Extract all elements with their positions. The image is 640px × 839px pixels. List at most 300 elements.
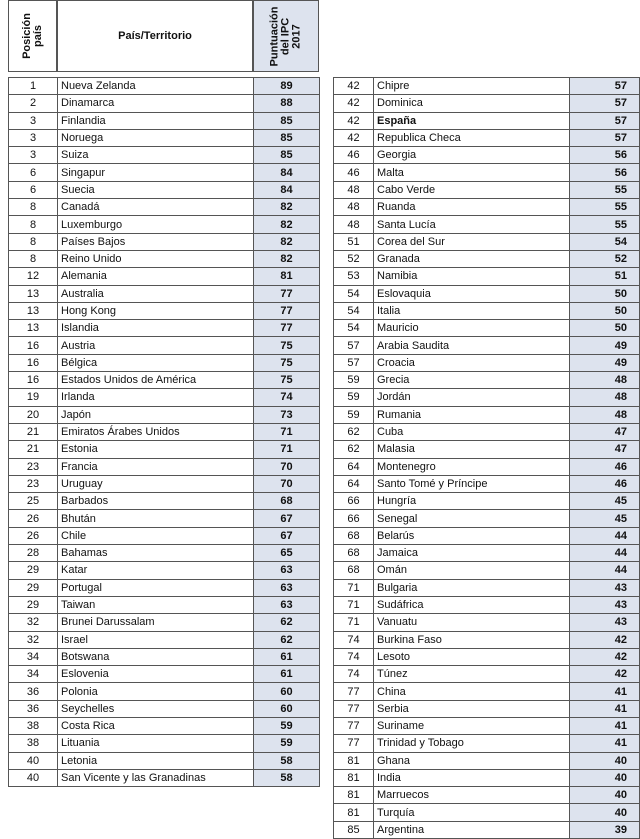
country-cell: Barbados	[58, 493, 254, 510]
country-cell: Bulgaria	[374, 579, 570, 596]
country-cell: Santa Lucía	[374, 216, 570, 233]
table-row	[9, 562, 320, 579]
country-cell: Belarús	[374, 527, 570, 544]
score-cell: 42	[570, 648, 640, 665]
country-cell: Suecia	[58, 181, 254, 198]
rank-cell: 25	[9, 493, 58, 510]
rank-cell: 12	[9, 268, 58, 285]
rank-cell: 36	[9, 700, 58, 717]
country-cell: Georgia	[374, 147, 570, 164]
table-row	[334, 614, 640, 631]
table-row	[334, 717, 640, 734]
table-row	[334, 700, 640, 717]
header-country-label: País/Territorio	[118, 30, 192, 42]
table-row	[334, 562, 640, 579]
score-cell: 55	[570, 216, 640, 233]
rank-cell: 53	[334, 268, 374, 285]
table-row	[334, 199, 640, 216]
score-cell: 70	[254, 475, 320, 492]
country-cell: Senegal	[374, 510, 570, 527]
rank-cell: 40	[9, 769, 58, 786]
country-cell: Francia	[58, 458, 254, 475]
rank-cell: 59	[334, 389, 374, 406]
score-cell: 57	[570, 95, 640, 112]
table-row	[334, 804, 640, 821]
country-cell: Arabia Saudita	[374, 337, 570, 354]
score-cell: 47	[570, 441, 640, 458]
rank-cell: 26	[9, 510, 58, 527]
rank-cell: 68	[334, 545, 374, 562]
rank-cell: 64	[334, 475, 374, 492]
country-cell: Cabo Verde	[374, 181, 570, 198]
country-cell: Corea del Sur	[374, 233, 570, 250]
table-row	[9, 372, 320, 389]
country-cell: Montenegro	[374, 458, 570, 475]
country-cell: Dominica	[374, 95, 570, 112]
score-cell: 46	[570, 458, 640, 475]
rank-cell: 54	[334, 320, 374, 337]
table-row	[9, 302, 320, 319]
rank-cell: 62	[334, 441, 374, 458]
table-row	[9, 579, 320, 596]
table-row	[9, 510, 320, 527]
rank-cell: 8	[9, 233, 58, 250]
table-row	[334, 787, 640, 804]
country-cell: Turquía	[374, 804, 570, 821]
score-cell: 75	[254, 372, 320, 389]
ranking-table-left	[8, 77, 320, 787]
country-cell: Finlandia	[58, 112, 254, 129]
score-cell: 47	[570, 423, 640, 440]
score-cell: 89	[254, 78, 320, 95]
score-cell: 81	[254, 268, 320, 285]
table-row	[9, 78, 320, 95]
score-cell: 58	[254, 752, 320, 769]
table-row	[9, 147, 320, 164]
table-row	[9, 233, 320, 250]
score-cell: 82	[254, 199, 320, 216]
score-cell: 59	[254, 735, 320, 752]
country-cell: Rumania	[374, 406, 570, 423]
rank-cell: 42	[334, 78, 374, 95]
table-row	[334, 458, 640, 475]
country-cell: Jordán	[374, 389, 570, 406]
country-cell: Bhután	[58, 510, 254, 527]
table-row	[334, 129, 640, 146]
score-cell: 46	[570, 475, 640, 492]
rank-cell: 8	[9, 199, 58, 216]
score-cell: 63	[254, 596, 320, 613]
table-row	[334, 372, 640, 389]
rank-cell: 42	[334, 95, 374, 112]
country-cell: San Vicente y las Granadinas	[58, 769, 254, 786]
score-cell: 82	[254, 250, 320, 267]
country-cell: Croacia	[374, 354, 570, 371]
table-row	[334, 527, 640, 544]
rank-cell: 66	[334, 493, 374, 510]
rank-cell: 85	[334, 821, 374, 838]
country-cell: Grecia	[374, 372, 570, 389]
rank-cell: 40	[9, 752, 58, 769]
rank-cell: 29	[9, 562, 58, 579]
score-cell: 68	[254, 493, 320, 510]
score-cell: 85	[254, 147, 320, 164]
country-cell: China	[374, 683, 570, 700]
country-cell: Taiwan	[58, 596, 254, 613]
rank-cell: 52	[334, 250, 374, 267]
score-cell: 70	[254, 458, 320, 475]
country-cell: Australia	[58, 285, 254, 302]
country-cell: Botswana	[58, 648, 254, 665]
rank-cell: 48	[334, 199, 374, 216]
rank-cell: 74	[334, 631, 374, 648]
score-cell: 39	[570, 821, 640, 838]
table-row	[334, 631, 640, 648]
score-cell: 44	[570, 562, 640, 579]
score-cell: 49	[570, 337, 640, 354]
rank-cell: 32	[9, 614, 58, 631]
score-cell: 58	[254, 769, 320, 786]
table-row	[334, 320, 640, 337]
table-row	[334, 216, 640, 233]
score-cell: 41	[570, 735, 640, 752]
rank-cell: 6	[9, 164, 58, 181]
table-row	[9, 285, 320, 302]
header-position	[8, 0, 57, 72]
score-cell: 60	[254, 683, 320, 700]
country-cell: Austria	[58, 337, 254, 354]
country-cell: Dinamarca	[58, 95, 254, 112]
table-row	[334, 95, 640, 112]
rank-cell: 62	[334, 423, 374, 440]
table-row	[334, 596, 640, 613]
rank-cell: 54	[334, 302, 374, 319]
country-cell: Republica Checa	[374, 129, 570, 146]
rank-cell: 81	[334, 769, 374, 786]
score-cell: 40	[570, 804, 640, 821]
score-cell: 63	[254, 579, 320, 596]
rank-cell: 68	[334, 527, 374, 544]
score-cell: 71	[254, 441, 320, 458]
table-row	[334, 112, 640, 129]
country-cell: Emiratos Árabes Unidos	[58, 423, 254, 440]
country-cell: Portugal	[58, 579, 254, 596]
country-cell: Omán	[374, 562, 570, 579]
score-cell: 41	[570, 700, 640, 717]
rank-cell: 34	[9, 648, 58, 665]
score-cell: 50	[570, 320, 640, 337]
score-cell: 50	[570, 302, 640, 319]
rank-cell: 38	[9, 735, 58, 752]
country-cell: Chipre	[374, 78, 570, 95]
score-cell: 75	[254, 337, 320, 354]
rank-cell: 1	[9, 78, 58, 95]
country-cell: Katar	[58, 562, 254, 579]
score-cell: 59	[254, 717, 320, 734]
country-cell: Países Bajos	[58, 233, 254, 250]
score-cell: 54	[570, 233, 640, 250]
table-row	[9, 475, 320, 492]
table-row	[334, 545, 640, 562]
ranking-table-right	[333, 77, 640, 839]
rank-cell: 64	[334, 458, 374, 475]
score-cell: 55	[570, 199, 640, 216]
country-cell: Irlanda	[58, 389, 254, 406]
country-cell: Lituania	[58, 735, 254, 752]
rank-cell: 42	[334, 129, 374, 146]
score-cell: 57	[570, 78, 640, 95]
country-cell: España	[374, 112, 570, 129]
score-cell: 65	[254, 545, 320, 562]
table-row	[9, 337, 320, 354]
score-cell: 61	[254, 666, 320, 683]
score-cell: 42	[570, 666, 640, 683]
table-row	[9, 354, 320, 371]
country-cell: India	[374, 769, 570, 786]
country-cell: Suiza	[58, 147, 254, 164]
table-row	[9, 596, 320, 613]
table-row	[334, 147, 640, 164]
table-row	[334, 233, 640, 250]
country-cell: Malta	[374, 164, 570, 181]
table-row	[9, 700, 320, 717]
country-cell: Brunei Darussalam	[58, 614, 254, 631]
rank-cell: 71	[334, 614, 374, 631]
rank-cell: 77	[334, 735, 374, 752]
score-cell: 43	[570, 614, 640, 631]
country-cell: Mauricio	[374, 320, 570, 337]
table-row	[334, 735, 640, 752]
rank-cell: 29	[9, 579, 58, 596]
score-cell: 67	[254, 510, 320, 527]
rank-cell: 2	[9, 95, 58, 112]
score-cell: 88	[254, 95, 320, 112]
table-row	[9, 389, 320, 406]
country-cell: Túnez	[374, 666, 570, 683]
rank-cell: 48	[334, 181, 374, 198]
country-cell: Canadá	[58, 199, 254, 216]
score-cell: 67	[254, 527, 320, 544]
country-cell: Nueva Zelanda	[58, 78, 254, 95]
country-cell: Noruega	[58, 129, 254, 146]
rank-cell: 3	[9, 147, 58, 164]
table-row	[9, 164, 320, 181]
score-cell: 84	[254, 181, 320, 198]
country-cell: Marruecos	[374, 787, 570, 804]
table-row	[334, 285, 640, 302]
rank-cell: 29	[9, 596, 58, 613]
header-score	[253, 0, 319, 72]
table-row	[334, 579, 640, 596]
rank-cell: 77	[334, 717, 374, 734]
score-cell: 44	[570, 527, 640, 544]
rank-cell: 48	[334, 216, 374, 233]
rank-cell: 74	[334, 666, 374, 683]
rank-cell: 34	[9, 666, 58, 683]
score-cell: 63	[254, 562, 320, 579]
score-cell: 73	[254, 406, 320, 423]
country-cell: Jamaica	[374, 545, 570, 562]
table-row	[334, 510, 640, 527]
score-cell: 56	[570, 164, 640, 181]
rank-cell: 71	[334, 596, 374, 613]
table-row	[334, 78, 640, 95]
table-row	[334, 337, 640, 354]
score-cell: 85	[254, 129, 320, 146]
table-row	[334, 423, 640, 440]
country-cell: Vanuatu	[374, 614, 570, 631]
country-cell: Burkina Faso	[374, 631, 570, 648]
score-cell: 74	[254, 389, 320, 406]
table-row	[9, 250, 320, 267]
score-cell: 43	[570, 596, 640, 613]
table-row	[9, 112, 320, 129]
rank-cell: 3	[9, 112, 58, 129]
country-cell: Singapur	[58, 164, 254, 181]
country-cell: Uruguay	[58, 475, 254, 492]
score-cell: 77	[254, 320, 320, 337]
country-cell: Namibia	[374, 268, 570, 285]
score-cell: 40	[570, 769, 640, 786]
country-cell: Polonia	[58, 683, 254, 700]
score-cell: 61	[254, 648, 320, 665]
rank-cell: 23	[9, 475, 58, 492]
table-row	[334, 752, 640, 769]
rank-cell: 59	[334, 372, 374, 389]
rank-cell: 6	[9, 181, 58, 198]
table-row	[334, 164, 640, 181]
score-cell: 57	[570, 112, 640, 129]
header-position-label: Posición país	[20, 13, 44, 59]
table-row	[9, 268, 320, 285]
table-row	[334, 302, 640, 319]
rank-cell: 3	[9, 129, 58, 146]
table-row	[334, 683, 640, 700]
table-row	[9, 527, 320, 544]
score-cell: 41	[570, 717, 640, 734]
rank-cell: 57	[334, 354, 374, 371]
table-row	[9, 458, 320, 475]
table-row	[9, 717, 320, 734]
score-cell: 40	[570, 752, 640, 769]
score-cell: 77	[254, 285, 320, 302]
table-row	[334, 666, 640, 683]
table-row	[9, 129, 320, 146]
country-cell: Chile	[58, 527, 254, 544]
rank-cell: 20	[9, 406, 58, 423]
rank-cell: 36	[9, 683, 58, 700]
country-cell: Ghana	[374, 752, 570, 769]
header-country	[57, 0, 253, 72]
rank-cell: 23	[9, 458, 58, 475]
country-cell: Granada	[374, 250, 570, 267]
score-cell: 77	[254, 302, 320, 319]
country-cell: Islandia	[58, 320, 254, 337]
country-cell: Estados Unidos de América	[58, 372, 254, 389]
table-row	[334, 250, 640, 267]
table-row	[334, 389, 640, 406]
table-row	[334, 354, 640, 371]
table-row	[334, 441, 640, 458]
rank-cell: 71	[334, 579, 374, 596]
table-row	[334, 406, 640, 423]
rank-cell: 13	[9, 320, 58, 337]
country-cell: Suriname	[374, 717, 570, 734]
score-cell: 42	[570, 631, 640, 648]
table-row	[9, 441, 320, 458]
score-cell: 44	[570, 545, 640, 562]
score-cell: 45	[570, 493, 640, 510]
country-cell: Eslovaquia	[374, 285, 570, 302]
rank-cell: 13	[9, 302, 58, 319]
score-cell: 51	[570, 268, 640, 285]
table-row	[9, 545, 320, 562]
table-row	[334, 821, 640, 838]
table-row	[9, 683, 320, 700]
country-cell: Estonia	[58, 441, 254, 458]
rank-cell: 66	[334, 510, 374, 527]
score-cell: 48	[570, 389, 640, 406]
country-cell: Hungría	[374, 493, 570, 510]
rank-cell: 21	[9, 423, 58, 440]
country-cell: Hong Kong	[58, 302, 254, 319]
country-cell: Costa Rica	[58, 717, 254, 734]
score-cell: 55	[570, 181, 640, 198]
table-row	[9, 648, 320, 665]
rank-cell: 8	[9, 250, 58, 267]
country-cell: Bélgica	[58, 354, 254, 371]
score-cell: 82	[254, 233, 320, 250]
country-cell: Reino Unido	[58, 250, 254, 267]
rank-cell: 13	[9, 285, 58, 302]
country-cell: Japón	[58, 406, 254, 423]
table-row	[9, 406, 320, 423]
score-cell: 45	[570, 510, 640, 527]
score-cell: 43	[570, 579, 640, 596]
rank-cell: 81	[334, 752, 374, 769]
table-row	[9, 320, 320, 337]
table-row	[9, 95, 320, 112]
table-row	[334, 493, 640, 510]
rank-cell: 77	[334, 683, 374, 700]
table-row	[9, 735, 320, 752]
country-cell: Santo Tomé y Príncipe	[374, 475, 570, 492]
table-row	[334, 648, 640, 665]
country-cell: Israel	[58, 631, 254, 648]
table-row	[9, 423, 320, 440]
rank-cell: 26	[9, 527, 58, 544]
table-row	[334, 181, 640, 198]
score-cell: 48	[570, 372, 640, 389]
country-cell: Cuba	[374, 423, 570, 440]
score-cell: 57	[570, 129, 640, 146]
rank-cell: 46	[334, 164, 374, 181]
score-cell: 75	[254, 354, 320, 371]
table-row	[9, 769, 320, 786]
country-cell: Italia	[374, 302, 570, 319]
score-cell: 56	[570, 147, 640, 164]
country-cell: Letonia	[58, 752, 254, 769]
rank-cell: 68	[334, 562, 374, 579]
rank-cell: 42	[334, 112, 374, 129]
score-cell: 50	[570, 285, 640, 302]
table-row	[9, 631, 320, 648]
rank-cell: 81	[334, 804, 374, 821]
rank-cell: 21	[9, 441, 58, 458]
score-cell: 49	[570, 354, 640, 371]
table-row	[9, 181, 320, 198]
rank-cell: 8	[9, 216, 58, 233]
